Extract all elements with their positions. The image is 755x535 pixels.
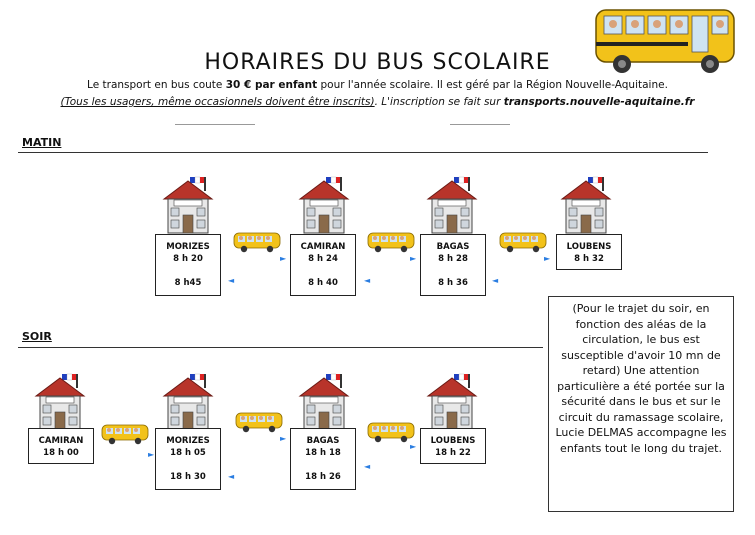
arrow-right-icon: ► (410, 254, 417, 263)
arrow-right-icon: ► (148, 450, 155, 459)
stop-box-morizes (155, 428, 221, 490)
stop-time-return: 8 h 40 (308, 278, 338, 288)
info-price-suffix: pour l'année scolaire. Il est géré par la Région Nouvelle-Aquitaine. (317, 79, 668, 91)
arrow-left-icon: ◄ (228, 472, 235, 481)
stop-box-bagas (290, 428, 356, 490)
section-rule (18, 152, 708, 153)
registration-link[interactable]: transports.nouvelle-aquitaine.fr (503, 96, 695, 108)
divider (175, 124, 255, 125)
bus-icon (234, 410, 286, 434)
stop-time-go: 8 h 32 (574, 254, 604, 264)
school-icon (32, 372, 88, 432)
info-price-amount: 30 € par enfant (225, 79, 318, 91)
section-rule (18, 347, 543, 348)
stop-box-camiran (290, 234, 356, 296)
info-note-box: (Pour le trajet du soir, en fonction des aléas de la circulation, le bus est susceptible d'avoir 10 mn de retard) Une attention particulière a été portée sur la sécurité dans le bus et sur le circuit du ramassage scolaire, Lucie DELMAS accompagne les enfants tout le long du trajet. (548, 296, 734, 512)
school-icon (296, 175, 352, 235)
stop-time-go: 8 h 28 (438, 254, 468, 264)
stop-name: BAGAS (436, 242, 470, 252)
school-icon (160, 175, 216, 235)
bus-icon (366, 420, 418, 444)
stop-time-go: 8 h 20 (173, 254, 203, 264)
info-line-price (0, 79, 755, 91)
section-label-soir: SOIR (22, 330, 52, 343)
school-icon (296, 372, 352, 432)
stop-box-morizes (155, 234, 221, 296)
arrow-left-icon: ◄ (364, 462, 371, 471)
school-icon (160, 372, 216, 432)
arrow-left-icon: ◄ (228, 276, 235, 285)
stop-time-return: 18 h 30 (170, 472, 206, 482)
stop-box-bagas (420, 234, 486, 296)
arrow-left-icon: ◄ (364, 276, 371, 285)
school-icon (424, 372, 480, 432)
stop-time-return: 18 h 26 (305, 472, 341, 482)
bus-icon (232, 230, 284, 254)
stop-name: CAMIRAN (300, 242, 346, 252)
page-title: HORAIRES DU BUS SCOLAIRE (204, 50, 551, 75)
stop-time-go: 18 h 22 (435, 448, 471, 458)
divider (450, 124, 510, 125)
stop-name: LOUBENS (566, 242, 612, 252)
stop-time-go: 8 h 24 (308, 254, 338, 264)
stop-box-loubens (556, 234, 622, 270)
arrow-left-icon: ◄ (492, 276, 499, 285)
info-line-registration (0, 96, 755, 108)
arrow-right-icon: ► (280, 434, 287, 443)
stop-name: MORIZES (166, 436, 210, 446)
bus-icon (366, 230, 418, 254)
stop-name: MORIZES (166, 242, 210, 252)
arrow-right-icon: ► (280, 254, 287, 263)
stop-time-go: 18 h 18 (305, 448, 341, 458)
info-registration-note: (Tous les usagers, même occasionnels doivent être inscrits) (60, 96, 375, 108)
school-icon (558, 175, 614, 235)
bus-icon (498, 230, 550, 254)
stop-time-return: 8 h 36 (438, 278, 468, 288)
stop-name: CAMIRAN (38, 436, 84, 446)
section-label-matin: MATIN (22, 136, 62, 149)
bus-icon (100, 422, 152, 446)
stop-box-loubens (420, 428, 486, 464)
info-registration-text: . L'inscription se fait sur (374, 96, 504, 108)
info-price-prefix: Le transport en bus coute (87, 79, 226, 91)
stop-time-go: 18 h 05 (170, 448, 206, 458)
stop-name: LOUBENS (430, 436, 476, 446)
stop-box-camiran (28, 428, 94, 464)
arrow-right-icon: ► (410, 442, 417, 451)
stop-name: BAGAS (306, 436, 340, 446)
stop-time-return: 8 h45 (174, 278, 202, 288)
arrow-right-icon: ► (544, 254, 551, 263)
school-icon (424, 175, 480, 235)
stop-time-go: 18 h 00 (43, 448, 79, 458)
